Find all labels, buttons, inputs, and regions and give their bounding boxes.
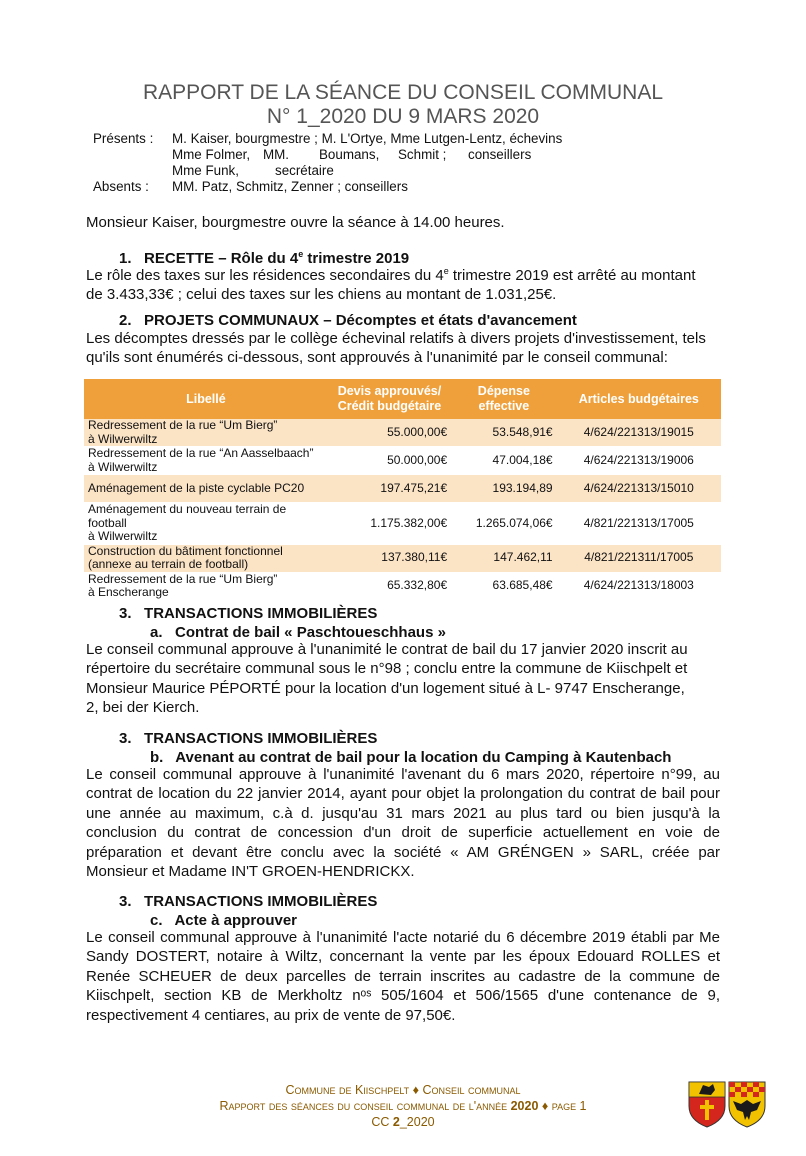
row-label <box>84 419 328 447</box>
section-2-body <box>86 329 726 368</box>
row-devis: 55.000,00€ <box>328 419 451 447</box>
row-label-line-1: Redressement de la rue “An Aasselbaach” <box>88 446 314 460</box>
row-article: 4/624/221313/19015 <box>557 419 721 447</box>
header-devis-line-2: Crédit budgétaire <box>337 399 442 413</box>
row-label-line-1: Redressement de la rue “Um Bierg” <box>88 418 278 432</box>
header-depense-line-2: effective <box>478 399 530 413</box>
row-devis: 50.000,00€ <box>328 447 451 475</box>
section-3a-line: Monsieur Maurice PÉPORTÉ pour la location d'un logement situé à L- 9747 Enscherange, <box>86 679 685 697</box>
row-label-line-2: à Enscherange <box>88 585 169 599</box>
footer-line-3-post: _2020 <box>399 1115 435 1129</box>
absents-line: MM. Patz, Schmitz, Zenner ; conseillers <box>172 179 408 194</box>
section-3c-sub: c. Acte à approuver <box>150 912 297 929</box>
section-3a-line: 2, bei der Kierch. <box>86 699 200 717</box>
presents-line-2a: Mme Folmer, <box>172 147 251 162</box>
section-3c-line: Renée SCHEUER de deux parcelles de terrain inscrites au cadastre de la commune de <box>86 967 720 985</box>
row-devis: 197.475,21€ <box>328 475 451 503</box>
section-3c-heading <box>119 893 377 911</box>
header-articles: Articles budgétaires <box>557 379 721 419</box>
row-article: 4/624/221313/19006 <box>557 447 721 475</box>
section-2-line-2: qu'ils sont énumérés ci-dessous, sont approuvés à l'unanimité par le conseil communal: <box>86 349 668 367</box>
footer <box>0 1082 806 1130</box>
row-label-line-2: à Wilwerwiltz <box>88 431 158 446</box>
row-label-line-2: à Wilwerwiltz <box>88 529 158 543</box>
row-devis: 1.175.382,00€ <box>328 503 451 545</box>
section-3b-line: Le conseil communal approuve à l'unanimité l'avenant du 6 mars 2020, répertoire n°99, au <box>86 766 720 783</box>
presents-line-2e: conseillers <box>468 147 532 162</box>
coats-of-arms <box>687 1080 767 1128</box>
section-3c-number: 3. <box>119 893 132 910</box>
row-depense: 193.194,89 <box>451 475 556 503</box>
footer-line-1: Commune de Kiischpelt ♦ Conseil communal <box>285 1083 521 1097</box>
opening-text: Monsieur Kaiser, bourgmestre ouvre la séance à 14.00 heures. <box>86 214 505 231</box>
section-1-line-1-pre: Le rôle des taxes sur les résidences secondaires du 4 <box>86 267 444 284</box>
section-3c-line: Sandy DOSTERT, notaire à Wiltz, concernant la vente par les époux Edouard ROLLES et <box>86 948 720 966</box>
section-2-heading <box>119 312 577 330</box>
row-article: 4/821/221311/17005 <box>557 544 721 572</box>
section-2-number: 2. <box>119 312 132 329</box>
section-1-title-sup: e <box>298 249 304 259</box>
row-devis: 65.332,80€ <box>328 572 451 600</box>
row-depense: 47.004,18€ <box>451 447 556 475</box>
header-devis-line-1: Devis approuvés/ <box>337 384 442 398</box>
header-devis <box>328 379 451 419</box>
presents-line-1: M. Kaiser, bourgmestre ; M. L'Ortye, Mme Lutgen-Lentz, échevins <box>172 131 563 146</box>
presents-line-2d: Schmit ; <box>398 147 447 162</box>
row-label-line-2: (annexe au terrain de football) <box>88 557 249 571</box>
row-depense: 63.685,48€ <box>451 572 556 600</box>
section-2-line-1: Les décomptes dressés par le collège échevinal relatifs à divers projets d'investissement, tels <box>86 330 706 347</box>
section-3b-line: préparation et devant être conclu avec la société « AM GRÉNGEN » SARL, créée par <box>86 843 720 861</box>
section-3c-line: Le conseil communal approuve à l'unanimité l'acte notarié du 6 décembre 2019 établi par Me <box>86 929 720 946</box>
section-3c-line: Kiischpelt, section KB de Merkholtz nᵒˢ 505/1604 et 506/1565 d'une contenance de 9, <box>86 987 720 1005</box>
title-line-1: RAPPORT DE LA SÉANCE DU CONSEIL COMMUNAL <box>142 81 664 104</box>
table-row <box>84 572 721 600</box>
section-1-line-1-post: trimestre 2019 est arrêté au montant <box>448 267 696 284</box>
row-devis: 137.380,11€ <box>328 544 451 572</box>
section-3a-number: 3. <box>119 605 132 622</box>
section-3c-title: TRANSACTIONS IMMOBILIÈRES <box>144 893 378 910</box>
section-3a-heading <box>119 605 377 623</box>
section-3b-title: TRANSACTIONS IMMOBILIÈRES <box>144 730 378 747</box>
row-depense: 53.548,91€ <box>451 419 556 447</box>
row-article: 4/624/221313/15010 <box>557 475 721 503</box>
row-label <box>84 475 328 503</box>
row-article: 4/624/221313/18003 <box>557 572 721 600</box>
row-label <box>84 447 328 475</box>
section-1-number: 1. <box>119 250 132 267</box>
presents-line-2b: MM. <box>263 147 290 162</box>
footer-line-2 <box>0 1098 806 1114</box>
title-line-2: N° 1_2020 DU 9 MARS 2020 <box>266 105 540 128</box>
row-label <box>84 572 328 600</box>
header-libelle: Libellé <box>84 379 328 419</box>
section-3b-line: contrat de location du 22 janvier 2014, ayant pour objet la prolongation du contrat de bail pour <box>86 785 720 803</box>
section-3c-line: respectivement 4 centiares, au prix de vente de 97,50€. <box>86 1006 456 1024</box>
section-3b-line: conclusion du contrat de concession d'un droit de superficie actuellement en voie de <box>86 824 720 842</box>
lion-cross-shield-icon <box>689 1082 725 1127</box>
table-row <box>84 419 721 447</box>
footer-line-2-post: ♦ page 1 <box>538 1099 587 1113</box>
row-label-line-1: Construction du bâtiment fonctionnel <box>88 543 283 558</box>
budget-table <box>84 379 721 601</box>
section-3a-body <box>86 640 710 718</box>
row-depense: 147.462,11 <box>451 544 556 572</box>
header-depense-line-1: Dépense <box>477 384 530 398</box>
page-title <box>0 81 806 129</box>
table-row <box>84 475 721 503</box>
row-label <box>84 503 328 545</box>
section-1-title-pre: RECETTE – Rôle du 4 <box>144 250 299 267</box>
section-3b-body <box>86 765 720 881</box>
presents-line-3a: Mme Funk, <box>172 163 239 178</box>
section-3a-line: Le conseil communal approuve à l'unanimité le contrat de bail du 17 janvier 2020 inscrit au <box>86 641 688 658</box>
section-1-title-post: trimestre 2019 <box>303 250 410 267</box>
table-row <box>84 447 721 475</box>
footer-line-3-num: 2 <box>392 1115 400 1129</box>
absents-label: Absents : <box>93 179 149 194</box>
section-3b-number: 3. <box>119 730 132 747</box>
presents-line-2c: Boumans, <box>319 147 380 162</box>
row-depense: 1.265.074,06€ <box>451 503 556 545</box>
checker-eagle-shield-icon <box>729 1082 765 1127</box>
presents-label: Présents : <box>93 131 154 146</box>
section-3a-title: TRANSACTIONS IMMOBILIÈRES <box>144 605 378 622</box>
footer-line-3-pre: CC <box>371 1115 393 1129</box>
budget-table-header-row <box>84 379 721 419</box>
section-1-line-1-sup: e <box>443 266 449 276</box>
presents-line-3b: secrétaire <box>275 163 334 178</box>
row-article: 4/821/221313/17005 <box>557 503 721 545</box>
section-3a-sub: a. Contrat de bail « Paschtoueschhaus » <box>150 624 446 641</box>
section-1-body <box>86 262 720 305</box>
section-3b-line: Monsieur et Madame IN'T GROEN-HENDRICKX. <box>86 863 415 881</box>
section-3a-line: répertoire du secrétaire communal sous le n°98 ; conclu entre la commune de Kiischpelt et <box>86 660 688 678</box>
row-label-line-1: Redressement de la rue “Um Bierg” <box>88 571 278 586</box>
row-label-line-2: à Wilwerwiltz <box>88 459 158 474</box>
section-2-title: PROJETS COMMUNAUX – Décomptes et états d'avancement <box>144 312 577 329</box>
header-depense <box>451 379 556 419</box>
section-3c-body <box>86 928 720 1025</box>
footer-line-2-year: 2020 <box>510 1099 539 1113</box>
table-row <box>84 544 721 572</box>
section-3b-line: une année au maximum, c.à d. jusqu'au 31 mars 2021 au plus tard ou bien jusqu'à la <box>86 804 720 822</box>
row-label <box>84 544 328 572</box>
footer-line-2-pre: Rapport des séances du conseil communal de l'année <box>219 1099 511 1113</box>
section-3b-heading <box>119 730 377 748</box>
footer-line-3 <box>0 1114 806 1130</box>
row-label-line-1: Aménagement du nouveau terrain de football <box>88 502 287 530</box>
row-label-line-1: Aménagement de la piste cyclable PC20 <box>88 480 305 495</box>
table-row <box>84 503 721 545</box>
section-1-line-2: de 3.433,33€ ; celui des taxes sur les chiens au montant de 1.031,25€. <box>86 286 557 304</box>
section-3b-sub: b. Avenant au contrat de bail pour la location du Camping à Kautenbach <box>150 749 672 766</box>
